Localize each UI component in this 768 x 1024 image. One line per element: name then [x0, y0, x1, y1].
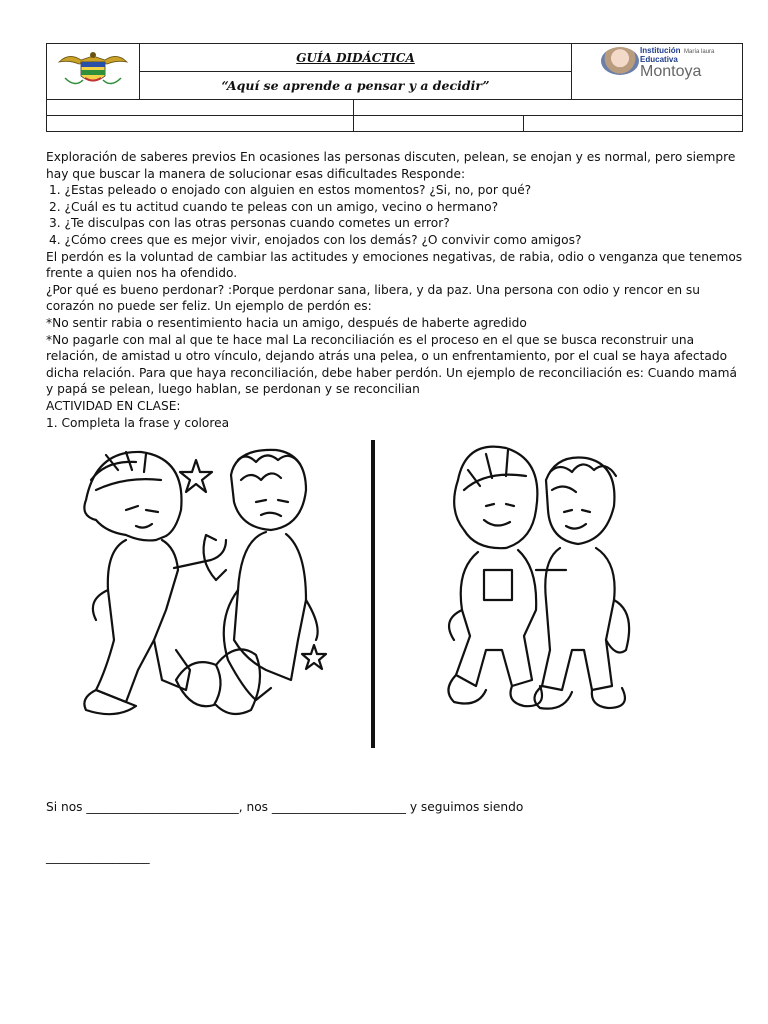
paragraph-line: Exploración de saberes previos En ocasiones las personas discuten, pelean, se enojan y es normal, pero siempre [46, 150, 736, 164]
paragraph-line: ¿Por qué es bueno perdonar? :Porque perdonar sana, libera, y da paz. Una persona con odio y rencor en su [46, 282, 701, 297]
reconciled-children-drawing [448, 447, 629, 709]
fill-line-2[interactable]: _________________ [46, 849, 150, 864]
paragraph-line: frente a quien nos ha ofendido. [46, 266, 238, 281]
paragraph-line: relación, de amistad u otro vínculo, dejando atrás una pelea, o un enfrentamiento, por el cual se haya afectado [46, 349, 728, 364]
activity-instruction: 1. Completa la frase y colorea [46, 415, 230, 430]
header-blank-cell-5 [524, 116, 743, 132]
question-2: 2. ¿Cuál es tu actitud cuando te peleas con un amigo, vecino o hermano? [49, 199, 499, 214]
header-blank-cell-4 [354, 116, 524, 132]
question-1: 1. ¿Estas peleado o enojado con alguien en estos momentos? ¿Si, no, por qué? [49, 183, 532, 198]
question-4: 4. ¿Cómo crees que es mejor vivir, enojados con los demás? ¿O convivir como amigos? [49, 232, 582, 247]
header-blank-cell-2 [354, 100, 743, 116]
portrait-icon [601, 47, 639, 75]
paragraph-line: El perdón es la voluntad de cambiar las actitudes y emociones negativas, de rabia, odio o venganza que tenemos [46, 249, 743, 264]
header-blank-cell-3 [47, 116, 354, 132]
paragraph-line: *No sentir rabia o resentimiento hacia un amigo, después de haberte agredido [46, 315, 527, 330]
activity-heading: ACTIVIDAD EN CLASE: [46, 398, 181, 413]
coat-of-arms-icon [55, 50, 131, 90]
coat-of-arms-cell [47, 44, 140, 100]
header-table [46, 43, 743, 132]
paragraph-line: y papá se pelean, luego hablan, se perdonan y se reconcilian [46, 382, 420, 397]
school-logo-line2: Educativa [640, 55, 678, 64]
header-blank-cell-1 [47, 100, 354, 116]
guide-motto: “Aquí se aprende a pensar y a decidir” [140, 72, 572, 100]
fill-line-1[interactable]: Si nos _________________________, nos ______________________ y seguimos siendo [46, 800, 524, 815]
paragraph-line: *No pagarle con mal al que te hace mal La reconciliación es el proceso en el que se busca reconstruir una [46, 332, 695, 347]
school-logo-small: María laura [684, 49, 715, 55]
question-3: 3. ¿Te disculpas con las otras personas cuando cometes un error? [49, 216, 450, 231]
school-logo [598, 44, 748, 98]
fighting-children-drawing [84, 450, 326, 714]
school-logo-line1: Institución [640, 46, 681, 55]
fill-in-sentence [46, 766, 523, 882]
paragraph-line: corazón no puede ser feliz. Un ejemplo de perdón es: [46, 299, 372, 314]
paragraph-line: hay que buscar la manera de solucionar esas dificultades Responde: [46, 166, 466, 181]
coloring-illustration [66, 440, 656, 752]
guide-title: GUÍA DIDÁCTICA [140, 44, 572, 72]
guide-body [46, 149, 748, 431]
school-logo-cell [572, 44, 743, 100]
paragraph-line: dicha relación. Para que haya reconciliación, debe haber perdón. Un ejemplo de reconciliación es: Cuando mamá [46, 365, 737, 380]
school-logo-name: Montoya [640, 63, 702, 80]
